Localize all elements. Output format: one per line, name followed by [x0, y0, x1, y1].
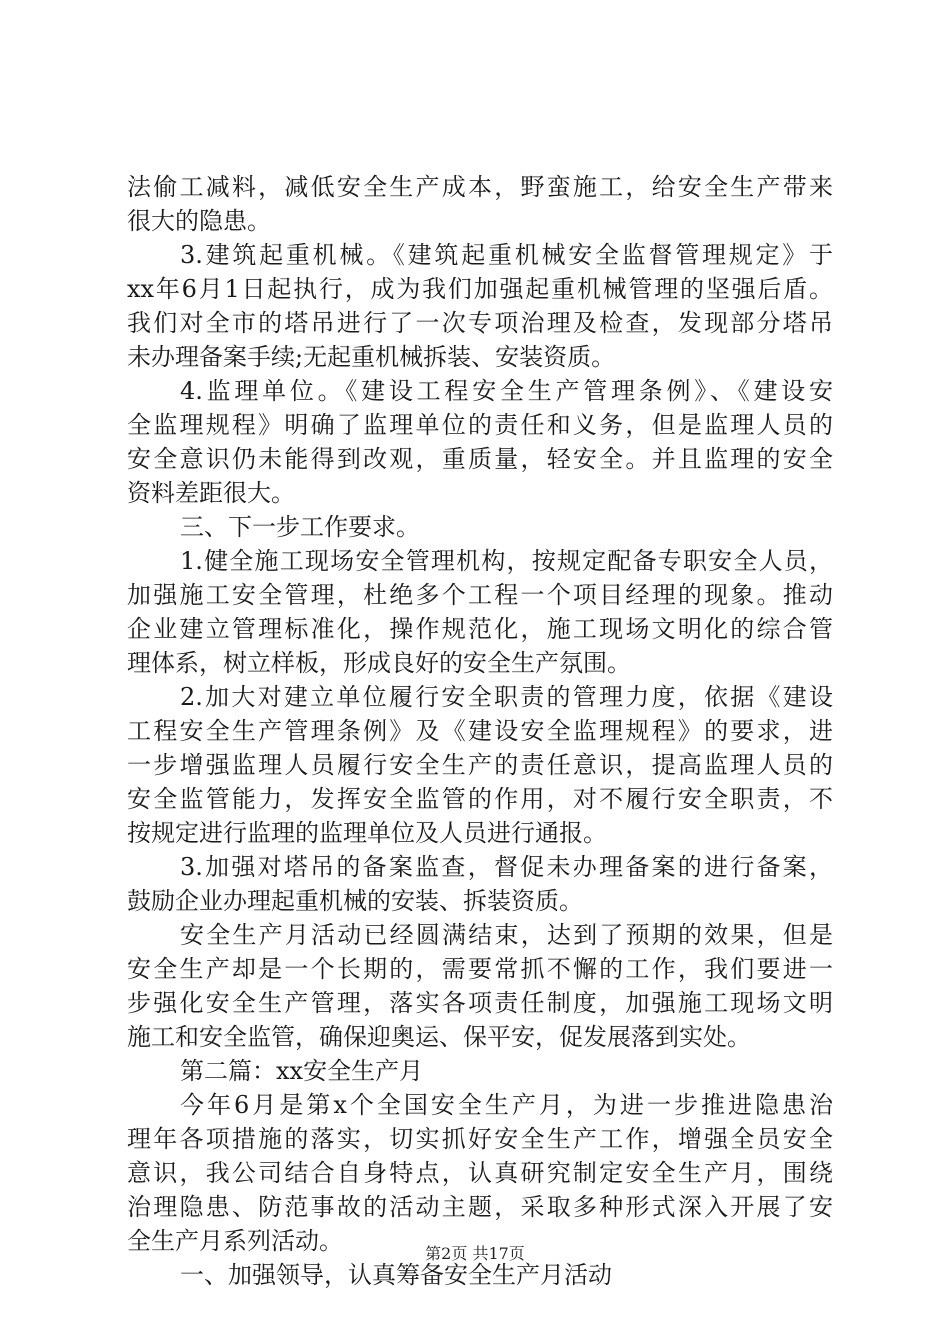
text-line: 4.监理单位。《建设工程安全生产管理条例》、《建设安 [180, 377, 833, 405]
text-line: 2.加大对建立单位履行安全职责的管理力度，依据《建设 [180, 683, 833, 711]
text-line: 安全生产却是一个长期的，需要常抓不懈的工作，我们要进一 [127, 955, 833, 983]
text-line: 理体系，树立样板，形成良好的安全生产氛围。 [127, 649, 631, 677]
text-line: xx年6月1日起执行，成为我们加强起重机械管理的坚强后盾。 [127, 275, 833, 303]
text-line: 资料差距很大。 [127, 479, 295, 507]
text-line: 意识，我公司结合自身特点，认真研究制定安全生产月，围绕 [127, 1159, 833, 1187]
text-line: 理年各项措施的落实，切实抓好安全生产工作，增强全员安全 [127, 1125, 833, 1153]
text-line: 工程安全生产管理条例》及《建设安全监理规程》的要求，进 [127, 717, 833, 745]
text-line: 3.建筑起重机械。《建筑起重机械安全监督管理规定》于 [180, 241, 833, 269]
text-line: 法偷工减料，减低安全生产成本，野蛮施工，给安全生产带来 [127, 173, 833, 201]
text-line: 加强施工安全管理，杜绝多个工程一个项目经理的现象。推动 [127, 581, 833, 609]
text-line: 安全生产月活动已经圆满结束，达到了预期的效果，但是 [180, 921, 833, 949]
text-line: 企业建立管理标准化，操作规范化，施工现场文明化的综合管 [127, 615, 833, 643]
section-heading: 三、下一步工作要求。 [180, 513, 420, 541]
text-line: 安全监管能力，发挥安全监管的作用，对不履行安全职责，不 [127, 785, 833, 813]
page-number: 第2页 共17页 [425, 1244, 525, 1263]
text-line: 施工和安全监管，确保迎奥运、保平安，促发展落到实处。 [127, 1023, 751, 1051]
text-line: 步强化安全生产管理，落实各项责任制度，加强施工现场文明 [127, 989, 833, 1017]
section-heading: 第二篇：xx安全生产月 [180, 1057, 424, 1085]
text-line: 未办理备案手续;无起重机械拆装、安装资质。 [127, 343, 616, 371]
text-line: 很大的隐患。 [127, 207, 271, 235]
text-line: 一步增强监理人员履行安全生产的责任意识，提高监理人员的 [127, 751, 833, 779]
section-heading: 一、加强领导，认真筹备安全生产月活动 [180, 1261, 612, 1289]
text-line: 全生产月系列活动。 [127, 1227, 343, 1255]
text-line: 3.加强对塔吊的备案监查，督促未办理备案的进行备案， [180, 853, 833, 881]
text-line: 安全意识仍未能得到改观，重质量，轻安全。并且监理的安全 [127, 445, 833, 473]
text-line: 今年6月是第x个全国安全生产月，为进一步推进隐患治 [180, 1091, 833, 1119]
text-line: 治理隐患、防范事故的活动主题，采取多种形式深入开展了安 [127, 1193, 833, 1221]
text-line: 我们对全市的塔吊进行了一次专项治理及检查，发现部分塔吊 [127, 309, 833, 337]
text-line: 按规定进行监理的监理单位及人员进行通报。 [127, 819, 607, 847]
text-line: 全监理规程》明确了监理单位的责任和义务，但是监理人员的 [127, 411, 833, 439]
text-line: 鼓励企业办理起重机械的安装、拆装资质。 [127, 887, 583, 915]
text-line: 1.健全施工现场安全管理机构，按规定配备专职安全人员， [180, 547, 833, 575]
